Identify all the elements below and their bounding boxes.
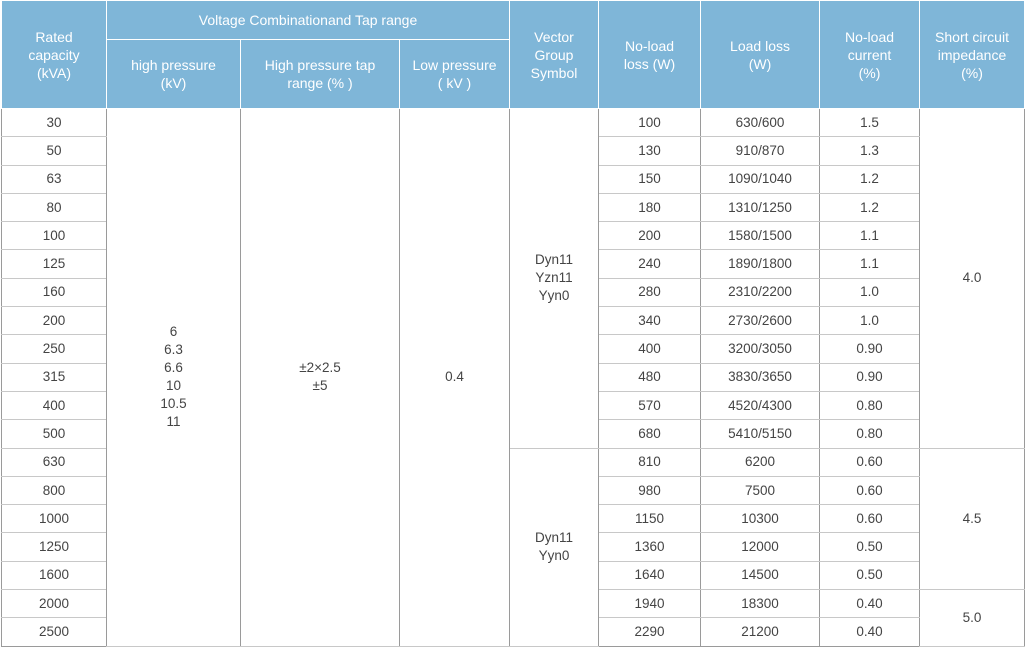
capacity-cell: 30 xyxy=(2,109,107,137)
load-loss-cell: 14500 xyxy=(701,561,820,589)
load-loss-cell: 6200 xyxy=(701,448,820,476)
header-load-loss: Load loss (W) xyxy=(701,1,820,109)
capacity-cell: 250 xyxy=(2,335,107,363)
no-load-loss-cell: 1360 xyxy=(599,533,701,561)
impedance-cell-a: 4.0 xyxy=(920,109,1025,449)
header-high-pressure: high pressure (kV) xyxy=(107,40,241,109)
no-load-loss-cell: 1640 xyxy=(599,561,701,589)
no-load-current-cell: 1.2 xyxy=(820,193,920,221)
load-loss-cell: 1890/1800 xyxy=(701,250,820,278)
no-load-current-cell: 0.90 xyxy=(820,363,920,391)
no-load-loss-cell: 340 xyxy=(599,307,701,335)
header-vector-group: Vector Group Symbol xyxy=(510,1,599,109)
capacity-cell: 800 xyxy=(2,476,107,504)
load-loss-cell: 1090/1040 xyxy=(701,165,820,193)
no-load-current-cell: 0.60 xyxy=(820,476,920,504)
load-loss-cell: 7500 xyxy=(701,476,820,504)
capacity-cell: 1600 xyxy=(2,561,107,589)
header-low-pressure: Low pressure ( kV ) xyxy=(400,40,510,109)
header-rated-capacity: Rated capacity (kVA) xyxy=(2,1,107,109)
load-loss-cell: 1310/1250 xyxy=(701,193,820,221)
load-loss-cell: 630/600 xyxy=(701,109,820,137)
no-load-loss-cell: 570 xyxy=(599,391,701,419)
no-load-loss-cell: 680 xyxy=(599,420,701,448)
no-load-loss-cell: 100 xyxy=(599,109,701,137)
load-loss-cell: 4520/4300 xyxy=(701,391,820,419)
header-no-load-current: No-load current (%) xyxy=(820,1,920,109)
no-load-loss-cell: 480 xyxy=(599,363,701,391)
no-load-loss-cell: 280 xyxy=(599,278,701,306)
no-load-current-cell: 1.2 xyxy=(820,165,920,193)
no-load-current-cell: 0.40 xyxy=(820,590,920,618)
no-load-current-cell: 0.90 xyxy=(820,335,920,363)
impedance-cell-c: 5.0 xyxy=(920,590,1025,647)
load-loss-cell: 21200 xyxy=(701,618,820,646)
capacity-cell: 2500 xyxy=(2,618,107,646)
capacity-cell: 1250 xyxy=(2,533,107,561)
load-loss-cell: 12000 xyxy=(701,533,820,561)
load-loss-cell: 5410/5150 xyxy=(701,420,820,448)
no-load-current-cell: 0.50 xyxy=(820,533,920,561)
capacity-cell: 1000 xyxy=(2,505,107,533)
no-load-loss-cell: 240 xyxy=(599,250,701,278)
no-load-current-cell: 0.80 xyxy=(820,420,920,448)
header-short-circuit-impedance: Short circuit impedance (%) xyxy=(920,1,1025,109)
no-load-current-cell: 1.0 xyxy=(820,307,920,335)
load-loss-cell: 3830/3650 xyxy=(701,363,820,391)
table-header xyxy=(2,1,1025,109)
capacity-cell: 63 xyxy=(2,165,107,193)
vector-group-cell-a: Dyn11 Yzn11 Yyn0 xyxy=(510,109,599,449)
load-loss-cell: 2310/2200 xyxy=(701,278,820,306)
capacity-cell: 315 xyxy=(2,363,107,391)
no-load-current-cell: 1.3 xyxy=(820,137,920,165)
no-load-loss-cell: 1150 xyxy=(599,505,701,533)
capacity-cell: 630 xyxy=(2,448,107,476)
no-load-loss-cell: 980 xyxy=(599,476,701,504)
impedance-cell-b: 4.5 xyxy=(920,448,1025,589)
capacity-cell: 400 xyxy=(2,391,107,419)
no-load-current-cell: 0.60 xyxy=(820,448,920,476)
capacity-cell: 500 xyxy=(2,420,107,448)
header-voltage-group: Voltage Combinationand Tap range xyxy=(107,1,510,40)
no-load-current-cell: 0.60 xyxy=(820,505,920,533)
no-load-loss-cell: 400 xyxy=(599,335,701,363)
no-load-loss-cell: 200 xyxy=(599,222,701,250)
no-load-current-cell: 0.50 xyxy=(820,561,920,589)
capacity-cell: 100 xyxy=(2,222,107,250)
no-load-loss-cell: 1940 xyxy=(599,590,701,618)
capacity-cell: 80 xyxy=(2,193,107,221)
no-load-current-cell: 0.80 xyxy=(820,391,920,419)
no-load-current-cell: 1.1 xyxy=(820,250,920,278)
no-load-loss-cell: 180 xyxy=(599,193,701,221)
header-no-load-loss: No-load loss (W) xyxy=(599,1,701,109)
no-load-loss-cell: 150 xyxy=(599,165,701,193)
capacity-cell: 160 xyxy=(2,278,107,306)
low-pressure-cell: 0.4 xyxy=(400,109,510,647)
no-load-current-cell: 1.1 xyxy=(820,222,920,250)
no-load-current-cell: 1.0 xyxy=(820,278,920,306)
table-body xyxy=(2,109,1025,647)
no-load-loss-cell: 130 xyxy=(599,137,701,165)
capacity-cell: 200 xyxy=(2,307,107,335)
capacity-cell: 2000 xyxy=(2,590,107,618)
vector-group-cell-b: Dyn11 Yyn0 xyxy=(510,448,599,646)
load-loss-cell: 3200/3050 xyxy=(701,335,820,363)
capacity-cell: 125 xyxy=(2,250,107,278)
load-loss-cell: 10300 xyxy=(701,505,820,533)
capacity-cell: 50 xyxy=(2,137,107,165)
no-load-current-cell: 1.5 xyxy=(820,109,920,137)
load-loss-cell: 2730/2600 xyxy=(701,307,820,335)
no-load-loss-cell: 2290 xyxy=(599,618,701,646)
table-row xyxy=(2,109,1025,137)
tap-range-cell: ±2×2.5 ±5 xyxy=(241,109,400,647)
load-loss-cell: 910/870 xyxy=(701,137,820,165)
header-hp-tap-range: High pressure tap range (% ) xyxy=(241,40,400,109)
no-load-current-cell: 0.40 xyxy=(820,618,920,646)
high-pressure-values-cell: 6 6.3 6.6 10 10.5 11 xyxy=(107,109,241,647)
transformer-spec-table xyxy=(1,0,1025,647)
load-loss-cell: 1580/1500 xyxy=(701,222,820,250)
load-loss-cell: 18300 xyxy=(701,590,820,618)
no-load-loss-cell: 810 xyxy=(599,448,701,476)
